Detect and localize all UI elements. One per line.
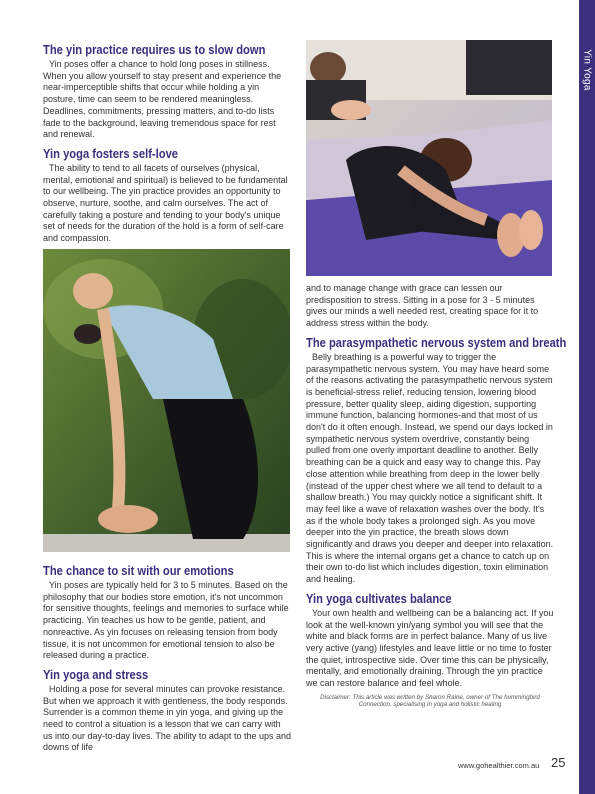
body-emotions: Yin poses are typically held for 3 to 5 minutes. Based on the philosophy that our bodies store emotion, it's not uncommon for sensitive thoughts, feelings and memories to surface while practicing. Yin teaches us how to be gentle, patient, and nonreactive. As yin focuses on releasing tension from body tissue, it is not uncommon for emotional tension to also be released during a practice. — [43, 580, 289, 661]
section-sidebar — [579, 0, 595, 794]
body-slow-down: Yin poses offer a chance to hold long poses in stillness. When you allow yourself to stay present and experience the near-imperceptible shifts that occur while holding a yin posture, time can seem to be rendered meaningless. Deadlines, commitments, pressing matters, and to-do lists fade to the background, leaving tremendous space for rest and renewal. — [43, 59, 282, 140]
heading-self-love: Yin yoga fosters self-love — [43, 145, 179, 161]
heading-balance: Yin yoga cultivates balance — [306, 590, 452, 606]
page-number: 25 — [551, 755, 566, 770]
section-label-text: Yin Yoga — [581, 49, 593, 91]
footer-url: www.gohealthier.com.au — [458, 761, 540, 770]
section-label — [579, 40, 595, 100]
camel-pose-photo — [43, 249, 290, 552]
heading-slow-down: The yin practice requires us to slow down — [43, 42, 266, 57]
heading-breath: The parasympathetic nervous system and breath — [306, 334, 567, 350]
body-stress-continued: and to manage change with grace can lessen our predisposition to stress. Sitting in a pose for 3 - 5 minutes gives our minds a well needed rest, creating space for it to address stress within the body. — [306, 283, 539, 329]
right-column — [306, 283, 567, 709]
author-disclaimer: Disclaimer: This article was written by Sharon Raine, owner of The hummingbird Connection, specialising in yoga and holistic healing — [320, 693, 540, 709]
body-stress: Holding a pose for several minutes can provoke resistance. But when we approach it with gentleness, the body responds. Surrender is a common theme in yin yoga, and giving up the need to control a situation is a lesson that we can carry with us into our day-to-day lives. The ability to adapt to the ups and downs of life — [43, 683, 291, 753]
body-balance: Your own health and wellbeing can be a balancing act. If you look at the well-known yin/yang symbol you will see that the white and black forms are in perfect balance. Many of us live very active (yang) lifestyles and leave little or no time to foster the quiet, introspective side. Over time this can be physically, mentally, and emotionally draining. Through the yin practice we can restore balance and feel whole. — [306, 607, 554, 689]
left-column-top — [43, 42, 291, 245]
heading-stress: Yin yoga and stress — [43, 666, 149, 682]
body-self-love: The ability to tend to all facets of ourselves (physical, mental, emotional and spiritual) is believed to be fundamental to our wellbeing. The yin practice provides an opportunity to observe, nurture, soothe, and calm ourselves. The act of carefully taking a posture and tending to your body's unique set of needs for the duration of the hold is a form of self-care and compassion. — [43, 162, 288, 244]
body-breath: Belly breathing is a powerful way to trigger the parasympathetic nervous system. You may have heard some of the reasons activating the parasympathetic nervous system is beneficial-stress relief, reducing tension, lowering blood pressure, better quality sleep, aiding digestion, supporting immune function, balancing hormones-and that most of us don't do it often enough. Instead, we spend our days locked in sympathetic nervous system overdrive, constantly being pulled from one overly important deadline to another. Belly breathing can be a quick and easy way to change this. Pay close attention while breathing from deep in the lower belly (instead of the upper chest where we all tend to default to a shallow breath.) You may quickly notice a significant shift. It may feel like a wave of relaxation washes over the body. It's as if the whole body takes a prolonged sigh. As you move deeper into the yin practice, the breath slows down significantly and draws you deeper and deeper into relaxation. This is where the internal organs get a chance to catch up on their own to-do list which includes digestion, toxin elimination and healing. — [306, 351, 554, 585]
heading-emotions: The chance to sit with our emotions — [43, 563, 234, 578]
left-column-bottom — [43, 563, 291, 754]
forward-fold-photo — [306, 40, 552, 276]
